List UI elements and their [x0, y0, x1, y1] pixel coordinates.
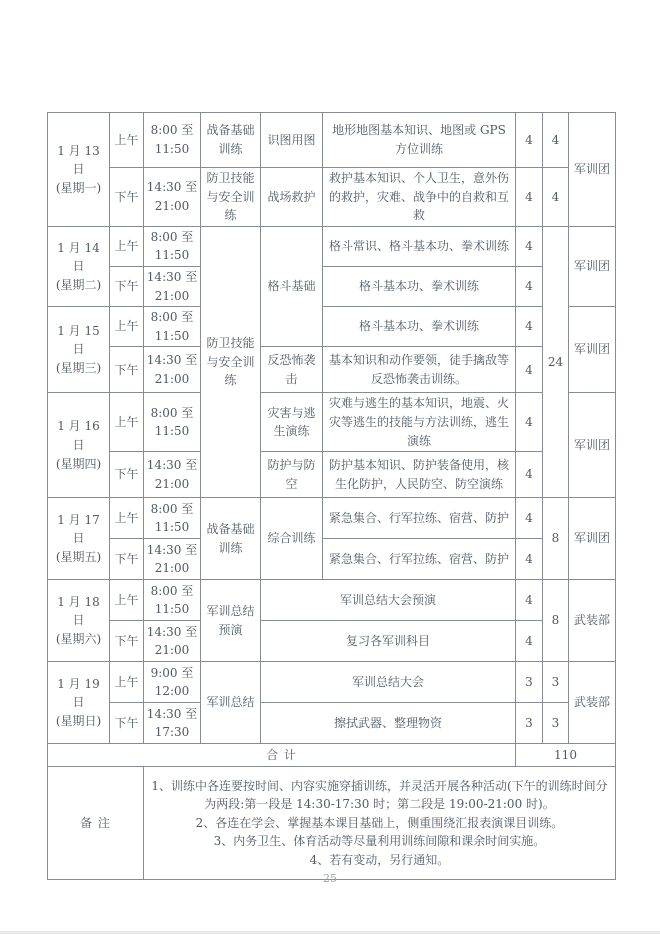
content-cell: 复习各军训科目 — [261, 621, 516, 662]
time-end: 21:00 — [154, 643, 190, 658]
time-end: 11:50 — [154, 328, 190, 343]
total-hours: 110 — [516, 744, 616, 767]
total-label: 合 计 — [48, 744, 516, 767]
date-cell — [48, 498, 110, 580]
time-cell — [144, 662, 201, 703]
remarks-notes — [144, 767, 616, 880]
table-row — [48, 113, 616, 168]
content-cell: 紧急集合、行军拉练、宿营、防护 — [323, 498, 516, 539]
hours-cell: 4 — [516, 539, 543, 580]
time-end: 11:50 — [154, 602, 190, 617]
weekday-text: (星期日) — [55, 713, 102, 728]
time-start: 8:00 至 — [150, 583, 194, 598]
hours-subtotal-cell: 4 — [543, 168, 569, 227]
date-cell — [48, 580, 110, 662]
unit-cell: 武装部 — [569, 580, 616, 662]
remark-note: 4、若有变动，另行通知。 — [309, 853, 450, 868]
ampm-cell: 上午 — [110, 113, 144, 168]
ampm-cell: 下午 — [110, 539, 144, 580]
content-cell: 格斗常识、格斗基本功、拳术训练 — [323, 226, 516, 266]
time-cell — [144, 703, 201, 744]
time-cell — [144, 347, 201, 393]
table-row — [48, 498, 616, 539]
ampm-cell: 上午 — [110, 226, 144, 266]
subject-cell: 格斗基础 — [261, 226, 323, 347]
time-cell — [144, 307, 201, 347]
time-end: 21:00 — [154, 198, 190, 213]
time-cell — [144, 539, 201, 580]
table-row — [48, 662, 616, 703]
unit-cell: 军训团 — [569, 393, 616, 498]
content-cell: 防护基本知识、防护装备使用，核生化防护，人民防空、防空演练 — [323, 452, 516, 498]
table-row — [48, 307, 616, 347]
hours-cell: 4 — [516, 393, 543, 452]
time-end: 21:00 — [154, 476, 190, 491]
ampm-cell: 上午 — [110, 580, 144, 621]
ampm-cell: 上午 — [110, 393, 144, 452]
time-end: 11:50 — [154, 142, 190, 156]
date-text: 1 月 17 日 — [57, 512, 100, 546]
remark-note: 3、内务卫生、体育活动等尽量利用训练间隙和课余时间实施。 — [213, 834, 546, 849]
time-start: 8:00 至 — [150, 405, 194, 420]
date-cell — [48, 662, 110, 744]
time-cell — [144, 266, 201, 306]
category-cell: 军训总结预演 — [201, 580, 261, 662]
date-text: 1 月 16 日 — [57, 419, 100, 452]
time-start: 8:00 至 — [150, 123, 194, 138]
date-cell — [48, 226, 110, 306]
hours-cell: 4 — [516, 226, 543, 266]
date-text: 1 月 15 日 — [57, 323, 100, 357]
table-row — [48, 168, 616, 227]
time-end: 21:00 — [154, 561, 190, 576]
date-text: 1 月 13 日 — [57, 143, 100, 177]
time-cell — [144, 580, 201, 621]
ampm-cell: 上午 — [110, 662, 144, 703]
table-row — [48, 347, 616, 393]
time-end: 17:30 — [154, 725, 190, 740]
weekday-text: (星期二) — [55, 277, 102, 292]
category-cell: 军训总结 — [201, 662, 261, 744]
hours-subtotal-cell: 4 — [543, 113, 569, 168]
table-row — [48, 393, 616, 452]
table-row — [48, 266, 616, 306]
time-start: 14:30 至 — [146, 542, 198, 557]
unit-cell: 武装部 — [569, 662, 616, 744]
time-start: 14:30 至 — [146, 458, 198, 473]
time-start: 14:30 至 — [146, 180, 198, 195]
ampm-cell: 上午 — [110, 498, 144, 539]
time-end: 12:00 — [154, 684, 190, 699]
ampm-cell: 上午 — [110, 307, 144, 347]
table-row — [48, 580, 616, 621]
subject-cell: 反恐怖袭击 — [261, 347, 323, 393]
weekday-text: (星期五) — [55, 549, 102, 564]
table-row — [48, 539, 616, 580]
remark-note: 1、训练中各连要按时间、内容实施穿插训练，并灵活开展各种活动(下午的训练时间分为两段:第一段是 14:30-17:30 时；第二段是 19:00-21:00 时)。 — [151, 778, 608, 812]
time-cell — [144, 226, 201, 266]
time-cell — [144, 113, 201, 168]
table-row — [48, 621, 616, 662]
hours-cell: 3 — [516, 662, 543, 703]
date-cell — [48, 307, 110, 393]
ampm-cell: 下午 — [110, 266, 144, 306]
time-start: 8:00 至 — [150, 229, 194, 244]
content-cell: 格斗基本功、拳术训练 — [323, 266, 516, 306]
ampm-cell: 下午 — [110, 703, 144, 744]
ampm-cell: 下午 — [110, 347, 144, 393]
time-end: 11:50 — [154, 424, 190, 439]
hours-subtotal-cell: 3 — [543, 703, 569, 744]
category-cell: 战备基础训练 — [201, 498, 261, 580]
hours-cell: 4 — [516, 621, 543, 662]
hours-cell: 4 — [516, 113, 543, 168]
subject-cell: 识图用图 — [261, 113, 323, 168]
hours-subtotal-cell: 3 — [543, 662, 569, 703]
time-cell — [144, 621, 201, 662]
unit-cell: 军训团 — [569, 113, 616, 227]
table-row — [48, 703, 616, 744]
hours-cell: 3 — [516, 703, 543, 744]
content-cell: 救护基本知识、个人卫生，意外伤的救护，灾难、战争中的自救和互救 — [323, 168, 516, 227]
hours-cell: 4 — [516, 580, 543, 621]
content-cell: 格斗基本功、拳术训练 — [323, 307, 516, 347]
content-cell: 灾难与逃生的基本知识，地震、火灾等逃生的技能与方法训练，逃生演练 — [323, 393, 516, 452]
content-cell: 紧急集合、行军拉练、宿营、防护 — [323, 539, 516, 580]
remarks-label: 备 注 — [48, 767, 144, 880]
time-end: 11:50 — [154, 248, 190, 263]
hours-cell: 4 — [516, 168, 543, 227]
hours-cell: 4 — [516, 452, 543, 498]
unit-cell: 军训团 — [569, 307, 616, 393]
time-cell — [144, 498, 201, 539]
time-start: 8:00 至 — [150, 501, 194, 516]
date-cell — [48, 113, 110, 227]
date-text: 1 月 18 日 — [57, 594, 100, 628]
ampm-cell: 下午 — [110, 621, 144, 662]
subject-cell: 灾害与逃生演练 — [261, 393, 323, 452]
date-text: 1 月 14 日 — [57, 240, 100, 274]
category-cell: 防卫技能与安全训练 — [201, 168, 261, 227]
total-row — [48, 744, 616, 767]
time-start: 8:00 至 — [150, 310, 194, 325]
content-cell: 地形地图基本知识、地图或 GPS 方位训练 — [323, 113, 516, 168]
category-cell: 战备基础训练 — [201, 113, 261, 168]
weekday-text: (星期一) — [55, 180, 102, 195]
ampm-cell: 下午 — [110, 168, 144, 227]
weekday-text: (星期四) — [55, 456, 102, 471]
category-cell: 防卫技能与安全训练 — [201, 226, 261, 497]
content-cell: 基本知识和动作要领，徒手擒敌等反恐怖袭击训练。 — [323, 347, 516, 393]
unit-cell: 军训团 — [569, 498, 616, 580]
time-end: 11:50 — [154, 520, 190, 535]
time-cell — [144, 168, 201, 227]
time-end: 21:00 — [154, 371, 190, 386]
table-row — [48, 226, 616, 266]
subject-cell: 综合训练 — [261, 498, 323, 580]
date-cell — [48, 393, 110, 498]
hours-cell: 4 — [516, 498, 543, 539]
time-start: 14:30 至 — [146, 706, 198, 721]
content-cell: 擦拭武器、整理物资 — [261, 703, 516, 744]
unit-cell: 军训团 — [569, 226, 616, 306]
time-start: 14:30 至 — [146, 353, 198, 368]
remark-note: 2、各连在学会、掌握基本课目基础上，侧重围绕汇报表演课目训练。 — [195, 815, 564, 830]
hours-cell: 4 — [516, 266, 543, 306]
time-end: 21:00 — [154, 288, 190, 303]
time-start: 14:30 至 — [146, 624, 198, 639]
subject-cell: 防护与防空 — [261, 452, 323, 498]
time-cell — [144, 393, 201, 452]
subject-cell: 战场救护 — [261, 168, 323, 227]
hours-cell: 4 — [516, 307, 543, 347]
date-text: 1 月 19 日 — [57, 676, 100, 710]
content-cell: 军训总结大会预演 — [261, 580, 516, 621]
hours-cell: 4 — [516, 347, 543, 393]
page-number: 25 — [323, 872, 337, 885]
table-row — [48, 452, 616, 498]
time-start: 9:00 至 — [150, 665, 194, 680]
time-start: 14:30 至 — [146, 269, 198, 284]
hours-subtotal-cell: 24 — [543, 226, 569, 497]
content-cell: 军训总结大会 — [261, 662, 516, 703]
training-schedule-table — [47, 112, 616, 880]
ampm-cell: 下午 — [110, 452, 144, 498]
remarks-row — [48, 767, 616, 880]
weekday-text: (星期六) — [55, 631, 102, 646]
time-cell — [144, 452, 201, 498]
weekday-text: (星期三) — [55, 361, 102, 376]
hours-subtotal-cell: 8 — [543, 498, 569, 580]
hours-subtotal-cell: 8 — [543, 580, 569, 662]
